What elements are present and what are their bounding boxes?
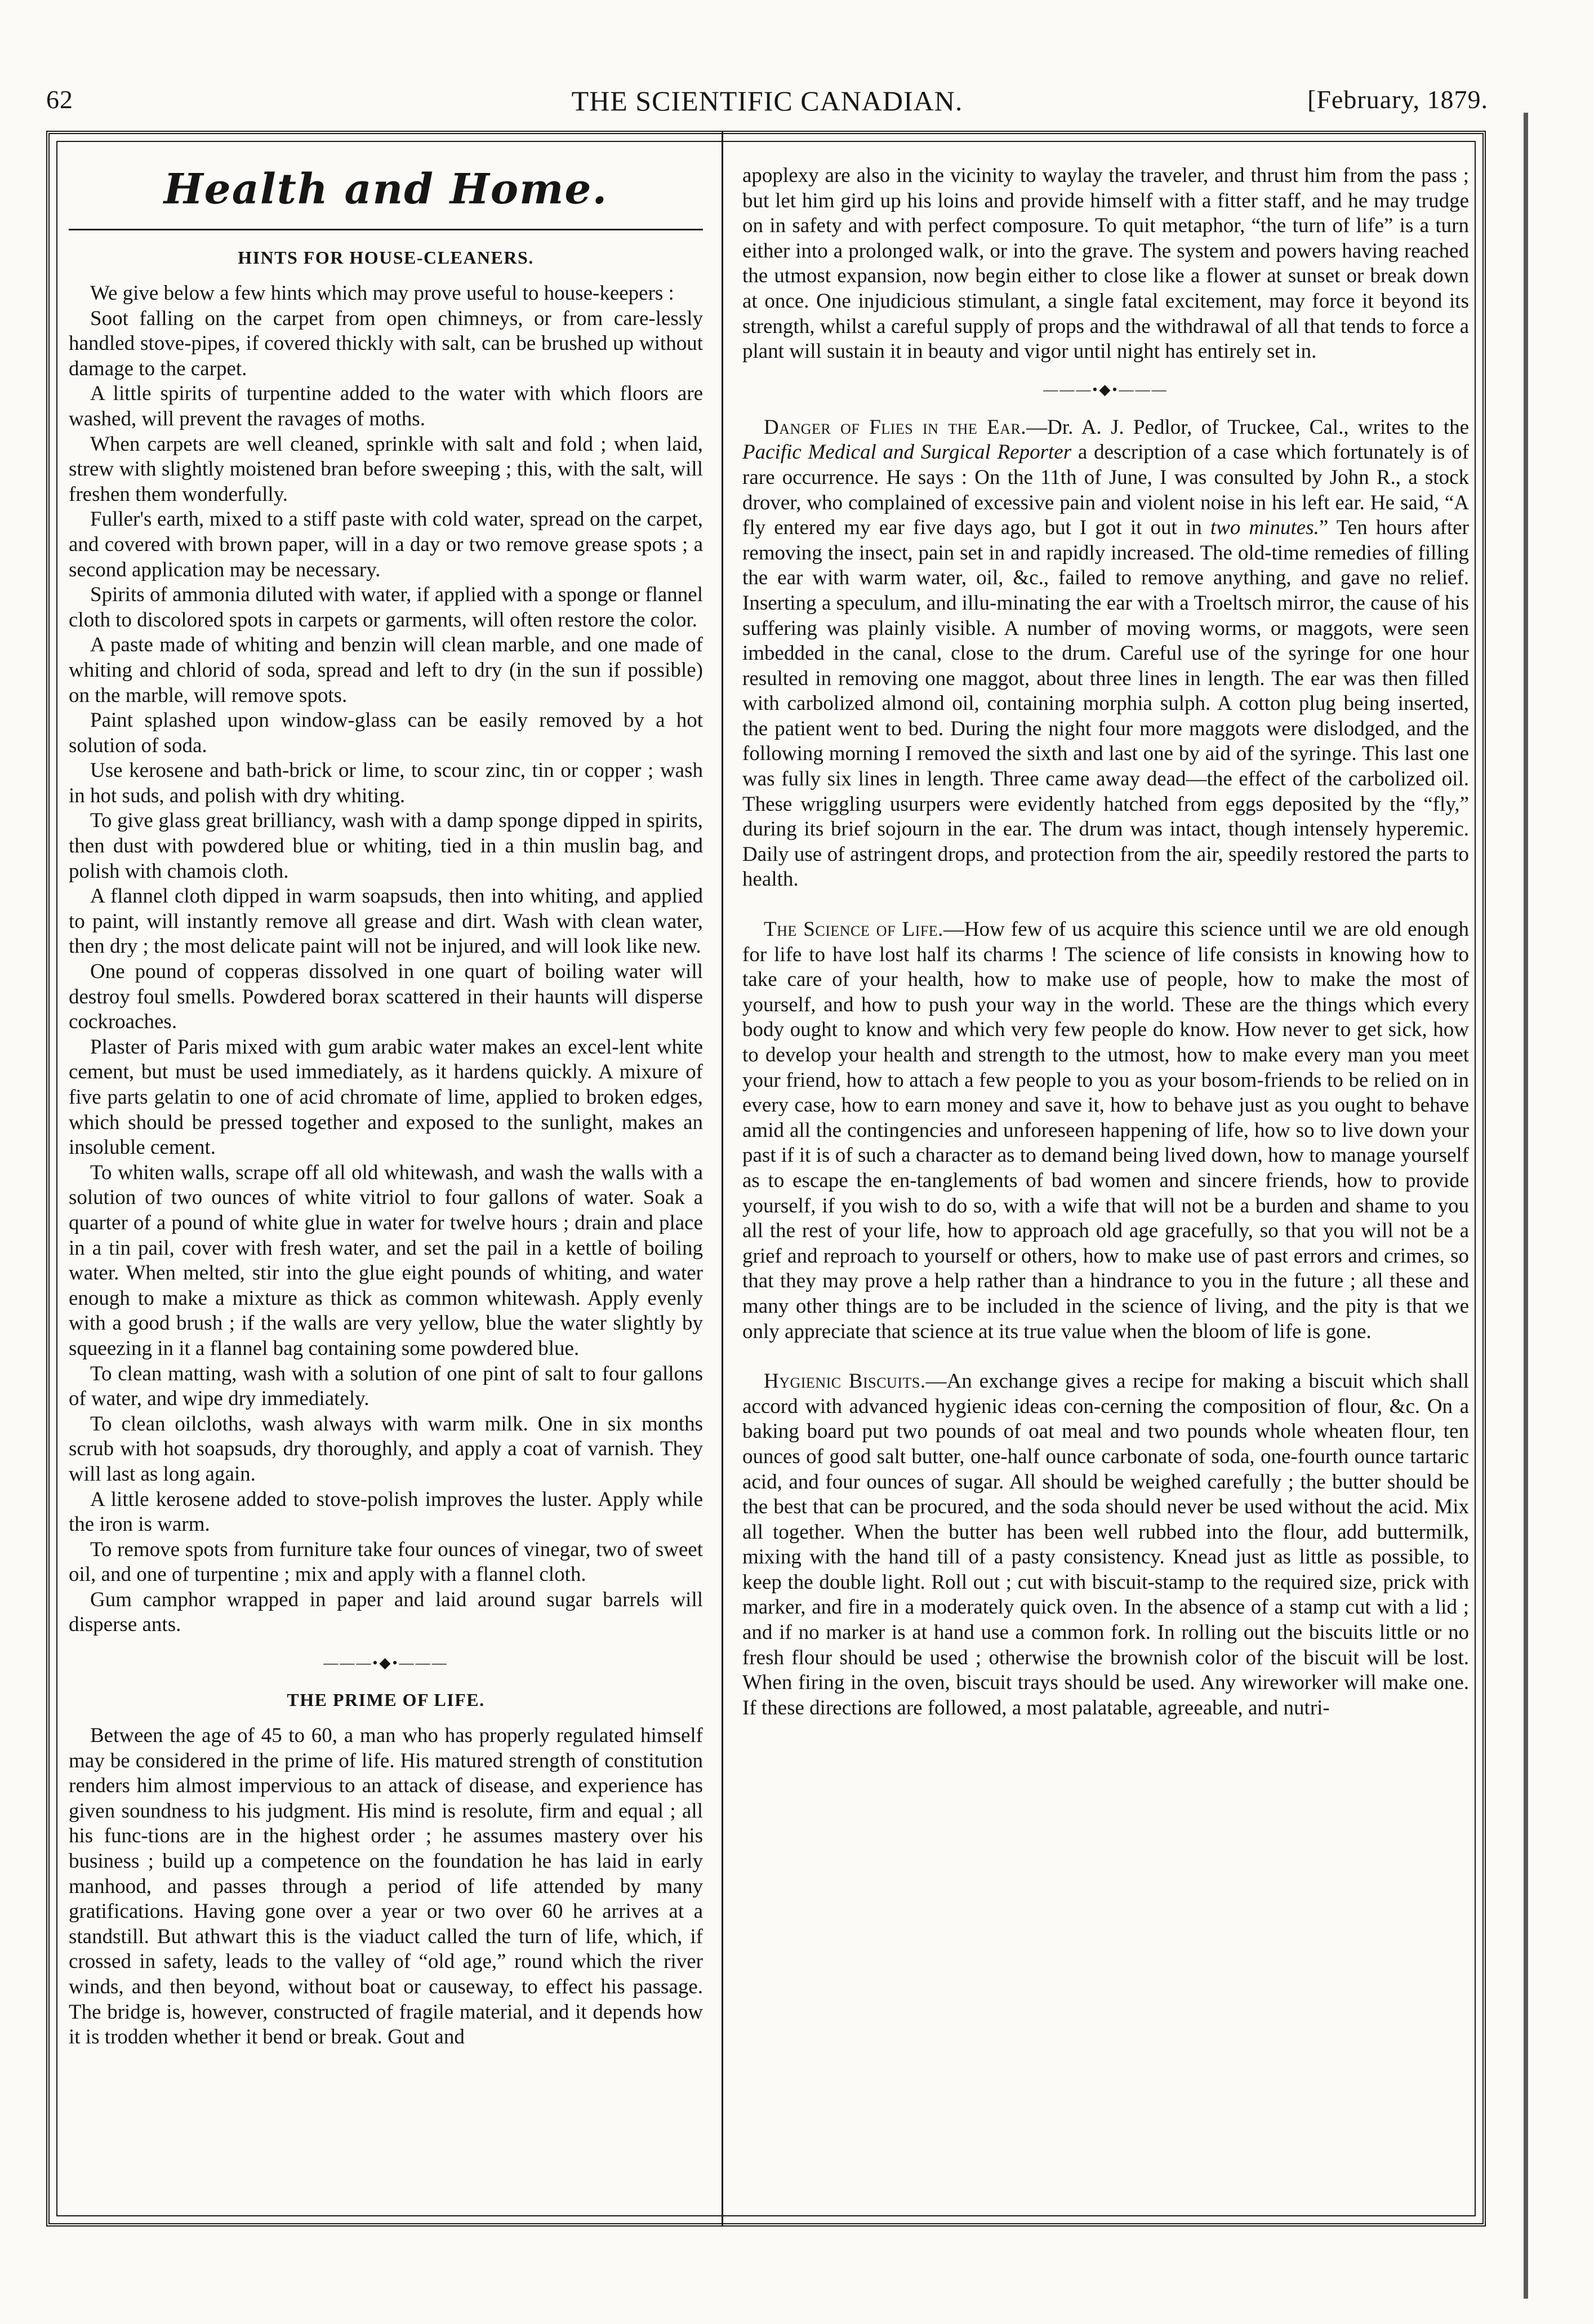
section-ornament: ———•◆•——— — [323, 1655, 448, 1672]
hint-paragraph: Fuller's earth, mixed to a stiff paste with cold water, spread on the carpet, and covered with brown paper, will in a day or two remove grease spots ; a second application may be necessary. — [69, 508, 703, 581]
article-text: —Dr. A. J. Pedlor, of Truckee, Cal., writes to the — [1026, 415, 1469, 439]
hint-paragraph: A little kerosene added to stove-polish improves the luster. Apply while the iron is warm. — [69, 1487, 703, 1536]
prime-body: Between the age of 45 to 60, a man who has properly regulated himself may be considered in the prime of life. His matured strength of constitution renders him almost impervious to an attack of disease, and experience has given soundness to his judgment. His mind is resolute, firm and equal ; all his func-tions are in the highest order ; he assumes mastery over his business ; build up a competence on the foundation he has laid in early manhood, and passes through a period of life attended by many gratifications. Having gone over a year or two over 60 he arrives at a standstill. But athwart this is the viaduct called the turn of life, which, if crossed in safety, leads to the valley of “old age,” round which the river winds, and then beyond, without boat or causeway, to effect his passage. The bridge is, however, constructed of fragile material, and it depends how it is trodden whether it bend or break. Gout and — [69, 1724, 703, 2049]
left-column — [69, 163, 703, 2209]
article-text: —How few of us acquire this science until we are old enough for life to have lost half its charms ! The science of life consists in knowing how to take care of your health, how to make use of people, how to make the most of yourself, and how to push your way in the world. These are the things which every body ought to know and which very few people do know. How never to get sick, how to develop your health and strength to the utmost, how to make every man you meet your friend, how to attach a few people to you as your bosom-friends to be relied on in every case, how to earn money and save it, how to behave just as you ought to behave amid all the contingencies and unforeseen happening of life, how so to live down your past if it is of such a character as to demand being lived down, how to manage yourself as to escape the en-tanglements of bad women and sincere friends, how to provide yourself, if you wish to do so, with a wife that will not be a burden and shame to you all the rest of your life, how to approach old age gracefully, so that you will not be a grief and reproach to yourself or others, how to make use of past errors and crimes, so that they may prove a help rather than a hindrance to you in the future ; all these and many other things are to be included in the science of living, and the pity is that we only appreciate that science at its true value when the bloom of life is gone. — [742, 918, 1469, 1343]
hint-paragraph: To clean oilcloths, wash always with warm milk. One in six months scrub with hot soapsuds, dry thoroughly, and apply a coat of varnish. They will last as long again. — [69, 1412, 703, 1486]
hint-paragraph: Gum camphor wrapped in paper and laid around sugar barrels will disperse ants. — [69, 1588, 703, 1637]
publication-title: THE SCIENTIFIC CANADIAN. — [571, 85, 963, 117]
article-science-of-life — [742, 917, 1469, 1344]
page-edge-shadow — [1524, 113, 1528, 2299]
hint-paragraph: Spirits of ammonia diluted with water, if applied with a sponge or flannel cloth to discolored spots in carpets or garments, will often restore the color. — [69, 583, 703, 632]
right-column — [742, 163, 1469, 2209]
article-text: a description of a case which fortunately is of rare occurrence. He says : On the 11th of June, I was consulted by John R., a stock drover, who complained of excessive pain and violent noise in his left ear. He said, “A fly entered my ear five days ago, but I got it out in — [742, 441, 1469, 540]
hints-heading: HINTS FOR HOUSE-CLEANERS. — [238, 247, 534, 268]
hint-paragraph: A flannel cloth dipped in warm soapsuds, then into whiting, and applied to paint, will instantly remove all grease and dirt. Wash with clean water, then dry ; the most delicate paint will not be injured, and will look like new. — [69, 885, 703, 958]
article-lead: The Science of Life. — [764, 918, 943, 941]
masthead-rule — [69, 229, 703, 230]
hint-paragraph: We give below a few hints which may prove useful to house-keepers : — [90, 282, 674, 305]
hint-paragraph: Paint splashed upon window-glass can be easily removed by a hot solution of soda. — [69, 709, 703, 757]
hint-paragraph: Plaster of Paris mixed with gum arabic water makes an excel-lent white cement, but must be used immediately, as it hardens quickly. A mixure of five parts gelatin to one of acid chromate of lime, applied to broken edges, which should be pressed together and exposed to the sunlight, makes an insoluble cement. — [69, 1035, 703, 1159]
hint-paragraph: To whiten walls, scrape off all old whitewash, and wash the walls with a solution of two ounces of white vitriol to four gallons of water. Soak a quarter of a pound of white glue in water for twelve hours ; drain and place in a tin pail, cover with fresh water, and set the pail in a kettle of boiling water. When melted, stir into the glue eight pounds of whiting, and water enough to make a mixture as thick as common whitewash. Apply evenly with a good brush ; if the walls are very yellow, blue the water slightly by squeezing in it a flannel bag containing some powdered blue. — [69, 1161, 703, 1360]
section-masthead: Health and Home. — [163, 165, 608, 214]
hint-paragraph: When carpets are well cleaned, sprinkle with salt and fold ; when laid, strew with slightly moistened bran before sweeping ; this, with the salt, will freshen them wonderfully. — [69, 432, 703, 506]
journal-title: Pacific Medical and Surgical Reporter — [742, 441, 1072, 464]
column-divider — [722, 131, 723, 2227]
prime-heading: THE PRIME OF LIFE. — [287, 1690, 485, 1710]
hint-paragraph: Use kerosene and bath-brick or lime, to scour zinc, tin or copper ; wash in hot suds, and polish with dry whiting. — [69, 759, 703, 807]
hint-paragraph: To clean matting, wash with a solution of one pint of salt to four gallons of water, and wipe dry immediately. — [69, 1362, 703, 1411]
hint-paragraph: To remove spots from furniture take four ounces of vinegar, two of sweet oil, and one of turpentine ; mix and apply with a flannel cloth. — [69, 1538, 703, 1587]
hint-paragraph: One pound of copperas dissolved in one quart of boiling water will destroy foul smells. Powdered borax scattered in their haunts will disperse cockroaches. — [69, 960, 703, 1034]
prime-continued: apoplexy are also in the vicinity to waylay the traveler, and thrust him from the pass ; but let him gird up his loins and provide himself with a fitter staff, and he may trudge on in safety and with perfect composure. To quit metaphor, “the turn of life” is a turn either into a prolonged walk, or into the grave. The system and powers having reached the utmost expansion, now begin either to close like a flower at sunset or break down at once. One injudicious stimulant, a single fatal excitement, may force it beyond its strength, whilst a careful supply of props and the withdrawal of all that tends to force a plant will sustain it in beauty and vigor until night has entirely set in. — [742, 164, 1469, 363]
hint-paragraph: To give glass great brilliancy, wash with a damp sponge dipped in spirits, then dust with powdered blue or whiting, tied in a thin muslin bag, and polish with chamois cloth. — [69, 809, 703, 883]
issue-date: [February, 1879. — [1307, 85, 1488, 114]
hint-paragraph: A paste made of whiting and benzin will clean marble, and one made of whiting and chlorid of soda, spread and left to dry (in the sun if possible) on the marble, will remove spots. — [69, 633, 703, 707]
article-lead: Hygienic Biscuits. — [764, 1370, 926, 1393]
article-flies-in-ear — [742, 415, 1469, 892]
article-text: ” Ten hours after removing the insect, pain set in and rapidly increased. The old-time remedies of filling the ear with warm water, oil, &c., failed to remove anything, and gave no relief. Inserting a speculum, and illu-minating the ear with a Troeltsch mirror, the cause of his suffering was plainly visible. A number of moving worms, or maggots, were seen imbedded in the canal, close to the drum. Careful use of the syringe for one hour resulted in removing one maggot, about three lines in length. The ear was then filled with carbolized almond oil, containing morphia sulph. A cotton plug being inserted, the patient went to bed. During the night four more maggots were dislodged, and the following morning I removed the sixth and last one by aid of the syringe. This last one was fully six lines in length. Three came away dead—the effect of the carbolized oil. These wriggling usurpers were evidently hatched from eggs deposited by the “fly,” during its brief sojourn in the ear. The drum was intact, though intensely hyperemic. Daily use of astringent drops, and protection from the air, speedily restored the parts to health. — [742, 516, 1469, 891]
article-text: —An exchange gives a recipe for making a biscuit which shall accord with advanced hygienic ideas con-cerning the composition of flour, &c. On a baking board put two pounds of oat meal and two pounds whole wheaten flour, ten ounces of good salt butter, one-half ounce carbonate of soda, one-fourth ounce tartaric acid, and four ounces of sugar. All should be weighed carefully ; the butter should be the best that can be procured, and the soda should never be used without the acid. Mix all together. When the butter has been well rubbed into the flour, add buttermilk, mixing with the hand till of a pasty consistency. Knead just as little as possible, to keep the double light. Roll out ; cut with biscuit-stamp to the required size, prick with marker, and fire in a moderately quick oven. In the absence of a stamp cut with a lid ; and if no marker is at hand use a common fork. In rolling out the biscuits little or no fresh flour should be used ; otherwise the brownish color of the biscuit will be lost. When firing in the oven, biscuit trays should be used. Any wireworker will make one. If these directions are followed, a most palatable, agreeable, and nutri- — [742, 1370, 1469, 1719]
hint-paragraph: Soot falling on the carpet from open chimneys, or from care-lessly handled stove-pipes, if covered thickly with salt, can be brushed up without damage to the carpet. — [69, 306, 703, 380]
page-number: 62 — [46, 85, 73, 114]
article-lead: Danger of Flies in the Ear. — [764, 415, 1027, 439]
hint-paragraph: A little spirits of turpentine added to the water with which floors are washed, will prevent the ravages of moths. — [69, 382, 703, 430]
article-hygienic-biscuits — [742, 1369, 1469, 1721]
section-ornament: ———•◆•——— — [1043, 381, 1168, 398]
page-header — [46, 80, 1488, 119]
emphasis-text: two minutes. — [1210, 516, 1319, 540]
